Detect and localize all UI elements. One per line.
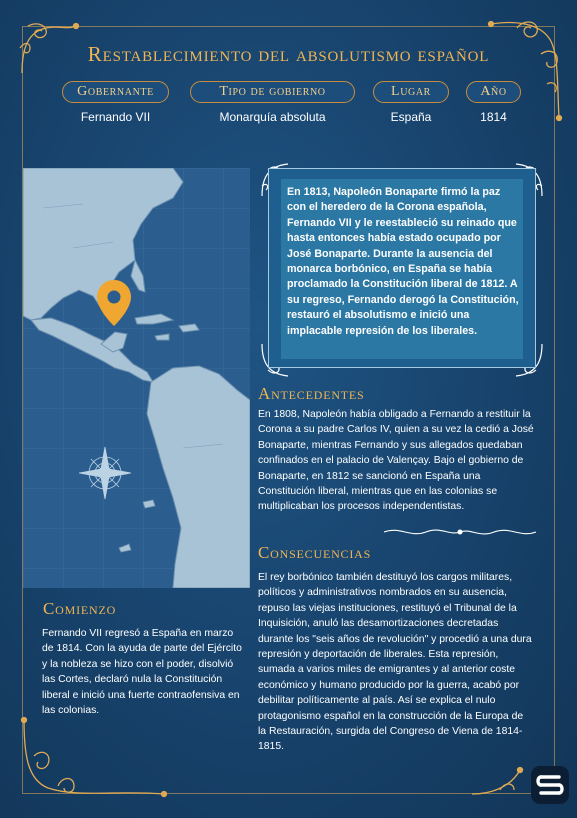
year-value: 1814 bbox=[480, 110, 507, 124]
consecuencias-text: El rey borbónico también destituyó los cargos militares, políticos y administrativos nombrados en su ausencia, repuso las viejas instituciones, restituyó el Tribunal de la Inquisición, anuló las desamortizaciones decretadas durante los "seis años de revolución" y procedió a una dura represión y deportación de liberales. Esta represión, sumada a varios miles de emigrantes y al anterior coste económico y humano producido por la guerra, acabó por debilitar políticamente al país. Así se explica el nulo protagonismo español en la construcción de la Europa de la Restauración, surgida del Congreso de Viena de 1814-1815. bbox=[258, 572, 532, 753]
place-value: España bbox=[390, 110, 432, 124]
comienzo-text: Fernando VII regresó a España en marzo de 1814. Con la ayuda de parte del Ejército y la nobleza se hizo con el poder, disolvió las Cortes, declaró nula la Constitución liberal e inició una fuerte contraofensiva en las colonias. bbox=[42, 628, 242, 717]
highlight-text: En 1813, Napoleón Bonaparte firmó la paz con el heredero de la Corona española, Fernando VII y le reestableció su reinado que hasta entonces había estado ocupado por José Bonaparte. Durante la ausencia del monarca borbónico, en España se había proclamado la Constitución liberal de 1812. A su regreso, Fernando derogó la Constitución, restauró el absolutismo e inició una implacable represión de los liberales. bbox=[287, 186, 519, 337]
highlight-box bbox=[268, 168, 536, 368]
government-value: Monarquía absoluta bbox=[219, 110, 326, 124]
government-label: Tipo de gobierno bbox=[190, 81, 355, 103]
corner-ornament-icon bbox=[487, 14, 567, 124]
corner-ornament-icon bbox=[18, 716, 168, 802]
place-label: Lugar bbox=[373, 81, 449, 103]
americas-map bbox=[23, 168, 250, 588]
consecuencias-heading: Consecuencias bbox=[258, 543, 372, 562]
publisher-logo-icon[interactable] bbox=[531, 766, 569, 804]
corner-ornament-icon bbox=[470, 760, 530, 800]
year-label: Año bbox=[466, 81, 521, 103]
ruler-value: Fernando VII bbox=[80, 110, 151, 124]
divider-ornament-icon bbox=[380, 524, 540, 540]
page-title: Restablecimiento del absolutismo español bbox=[87, 42, 490, 66]
antecedentes-heading: Antecedentes bbox=[258, 384, 365, 403]
ruler-label: Gobernante bbox=[62, 81, 169, 103]
comienzo-heading: Comienzo bbox=[43, 599, 117, 618]
antecedentes-text: En 1808, Napoleón había obligado a Fernando a restituir la Corona a su padre Carlos IV, quien a su vez la cedió a José Bonaparte, mientras Fernando y sus allegados quedaban confinados en el palacio de Valençay. Bajo el gobierno de Bonaparte, en 1812 se sancionó en España una Constitución liberal, mientras que en las colonias se multiplicaban los procesos independentistas. bbox=[258, 409, 534, 513]
